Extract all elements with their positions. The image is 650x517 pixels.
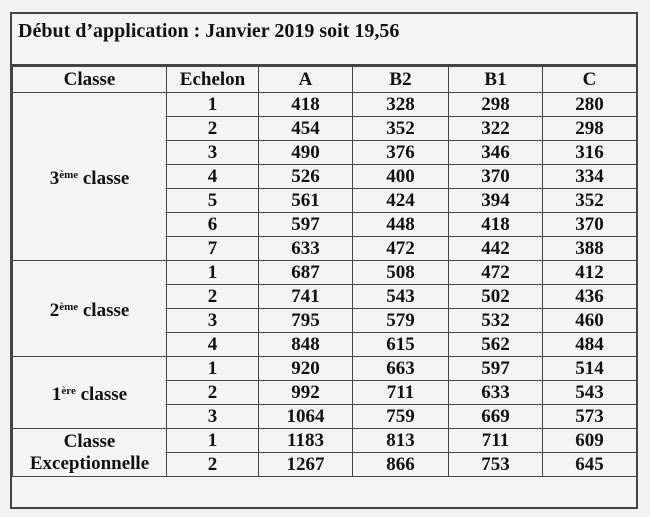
value-cell-b1: 346 — [449, 141, 543, 165]
value-cell-c: 280 — [543, 93, 637, 117]
value-cell-b2: 759 — [353, 405, 449, 429]
header-b2: B2 — [353, 67, 449, 93]
value-cell-b2: 813 — [353, 429, 449, 453]
value-cell-b2: 579 — [353, 309, 449, 333]
salary-grid-document — [10, 12, 638, 509]
value-cell-b2: 472 — [353, 237, 449, 261]
value-cell-c: 573 — [543, 405, 637, 429]
value-cell-b2: 615 — [353, 333, 449, 357]
classe-label-cell — [13, 357, 167, 429]
value-cell-a: 561 — [259, 189, 353, 213]
value-cell-b1: 753 — [449, 453, 543, 477]
value-cell-c: 352 — [543, 189, 637, 213]
classe-label-suffix: classe — [78, 299, 130, 321]
echelon-cell: 7 — [167, 237, 259, 261]
value-cell-b2: 711 — [353, 381, 449, 405]
value-cell-a: 992 — [259, 381, 353, 405]
value-cell-a: 597 — [259, 213, 353, 237]
echelon-cell: 5 — [167, 189, 259, 213]
value-cell-c: 298 — [543, 117, 637, 141]
value-cell-c: 609 — [543, 429, 637, 453]
value-cell-c: 334 — [543, 165, 637, 189]
value-cell-a: 795 — [259, 309, 353, 333]
table-header-row — [13, 67, 637, 93]
value-cell-c: 388 — [543, 237, 637, 261]
value-cell-b1: 633 — [449, 381, 543, 405]
classe-label-superscript: ème — [59, 168, 79, 181]
value-cell-c: 316 — [543, 141, 637, 165]
value-cell-b1: 370 — [449, 165, 543, 189]
echelon-cell: 1 — [167, 93, 259, 117]
classe-label-superscript: ère — [61, 384, 76, 397]
value-cell-c: 645 — [543, 453, 637, 477]
value-cell-a: 1064 — [259, 405, 353, 429]
echelon-cell: 4 — [167, 333, 259, 357]
classe-label-cell — [13, 93, 167, 261]
value-cell-b1: 669 — [449, 405, 543, 429]
value-cell-b1: 298 — [449, 93, 543, 117]
echelon-cell: 6 — [167, 213, 259, 237]
value-cell-c: 370 — [543, 213, 637, 237]
value-cell-b2: 448 — [353, 213, 449, 237]
value-cell-c: 436 — [543, 285, 637, 309]
classe-label-superscript: ème — [59, 300, 79, 313]
value-cell-a: 1267 — [259, 453, 353, 477]
classe-label: 3 — [49, 167, 60, 189]
value-cell-b1: 711 — [449, 429, 543, 453]
classe-label: Classe Exceptionnelle — [29, 430, 150, 474]
value-cell-c: 543 — [543, 381, 637, 405]
echelon-cell: 2 — [167, 381, 259, 405]
echelon-cell: 3 — [167, 309, 259, 333]
table-body — [13, 93, 637, 477]
value-cell-b2: 328 — [353, 93, 449, 117]
value-cell-a: 848 — [259, 333, 353, 357]
table-row — [13, 93, 637, 117]
value-cell-b2: 663 — [353, 357, 449, 381]
value-cell-b1: 442 — [449, 237, 543, 261]
echelon-cell: 1 — [167, 357, 259, 381]
echelon-cell: 3 — [167, 405, 259, 429]
classe-label-cell — [13, 261, 167, 357]
header-echelon: Echelon — [167, 67, 259, 93]
value-cell-a: 1183 — [259, 429, 353, 453]
value-cell-b2: 543 — [353, 285, 449, 309]
value-cell-a: 687 — [259, 261, 353, 285]
value-cell-b1: 322 — [449, 117, 543, 141]
header-b1: B1 — [449, 67, 543, 93]
header-a: A — [259, 67, 353, 93]
classe-label: 2 — [49, 299, 60, 321]
echelon-cell: 1 — [167, 261, 259, 285]
value-cell-b1: 532 — [449, 309, 543, 333]
echelon-cell: 2 — [167, 117, 259, 141]
value-cell-b1: 502 — [449, 285, 543, 309]
value-cell-b2: 424 — [353, 189, 449, 213]
echelon-cell: 2 — [167, 453, 259, 477]
classe-label-suffix: classe — [75, 383, 128, 405]
echelon-cell: 3 — [167, 141, 259, 165]
value-cell-b1: 562 — [449, 333, 543, 357]
value-cell-a: 526 — [259, 165, 353, 189]
classe-label-cell — [13, 429, 167, 477]
value-cell-b2: 400 — [353, 165, 449, 189]
salary-table — [12, 66, 637, 477]
header-classe: Classe — [13, 67, 167, 93]
value-cell-b1: 394 — [449, 189, 543, 213]
value-cell-c: 412 — [543, 261, 637, 285]
document-title: Début d’application : Janvier 2019 soit 19,56 — [12, 14, 636, 66]
echelon-cell: 4 — [167, 165, 259, 189]
table-row — [13, 357, 637, 381]
value-cell-a: 741 — [259, 285, 353, 309]
value-cell-c: 460 — [543, 309, 637, 333]
echelon-cell: 2 — [167, 285, 259, 309]
value-cell-c: 484 — [543, 333, 637, 357]
value-cell-b2: 866 — [353, 453, 449, 477]
value-cell-b1: 418 — [449, 213, 543, 237]
table-row — [13, 429, 637, 453]
value-cell-a: 454 — [259, 117, 353, 141]
header-c: C — [543, 67, 637, 93]
value-cell-b2: 508 — [353, 261, 449, 285]
value-cell-b1: 472 — [449, 261, 543, 285]
value-cell-b1: 597 — [449, 357, 543, 381]
classe-label: 1 — [51, 383, 62, 405]
value-cell-b2: 352 — [353, 117, 449, 141]
value-cell-a: 418 — [259, 93, 353, 117]
value-cell-a: 633 — [259, 237, 353, 261]
table-row — [13, 261, 637, 285]
classe-label-suffix: classe — [78, 167, 130, 189]
echelon-cell: 1 — [167, 429, 259, 453]
value-cell-a: 490 — [259, 141, 353, 165]
value-cell-c: 514 — [543, 357, 637, 381]
value-cell-a: 920 — [259, 357, 353, 381]
value-cell-b2: 376 — [353, 141, 449, 165]
